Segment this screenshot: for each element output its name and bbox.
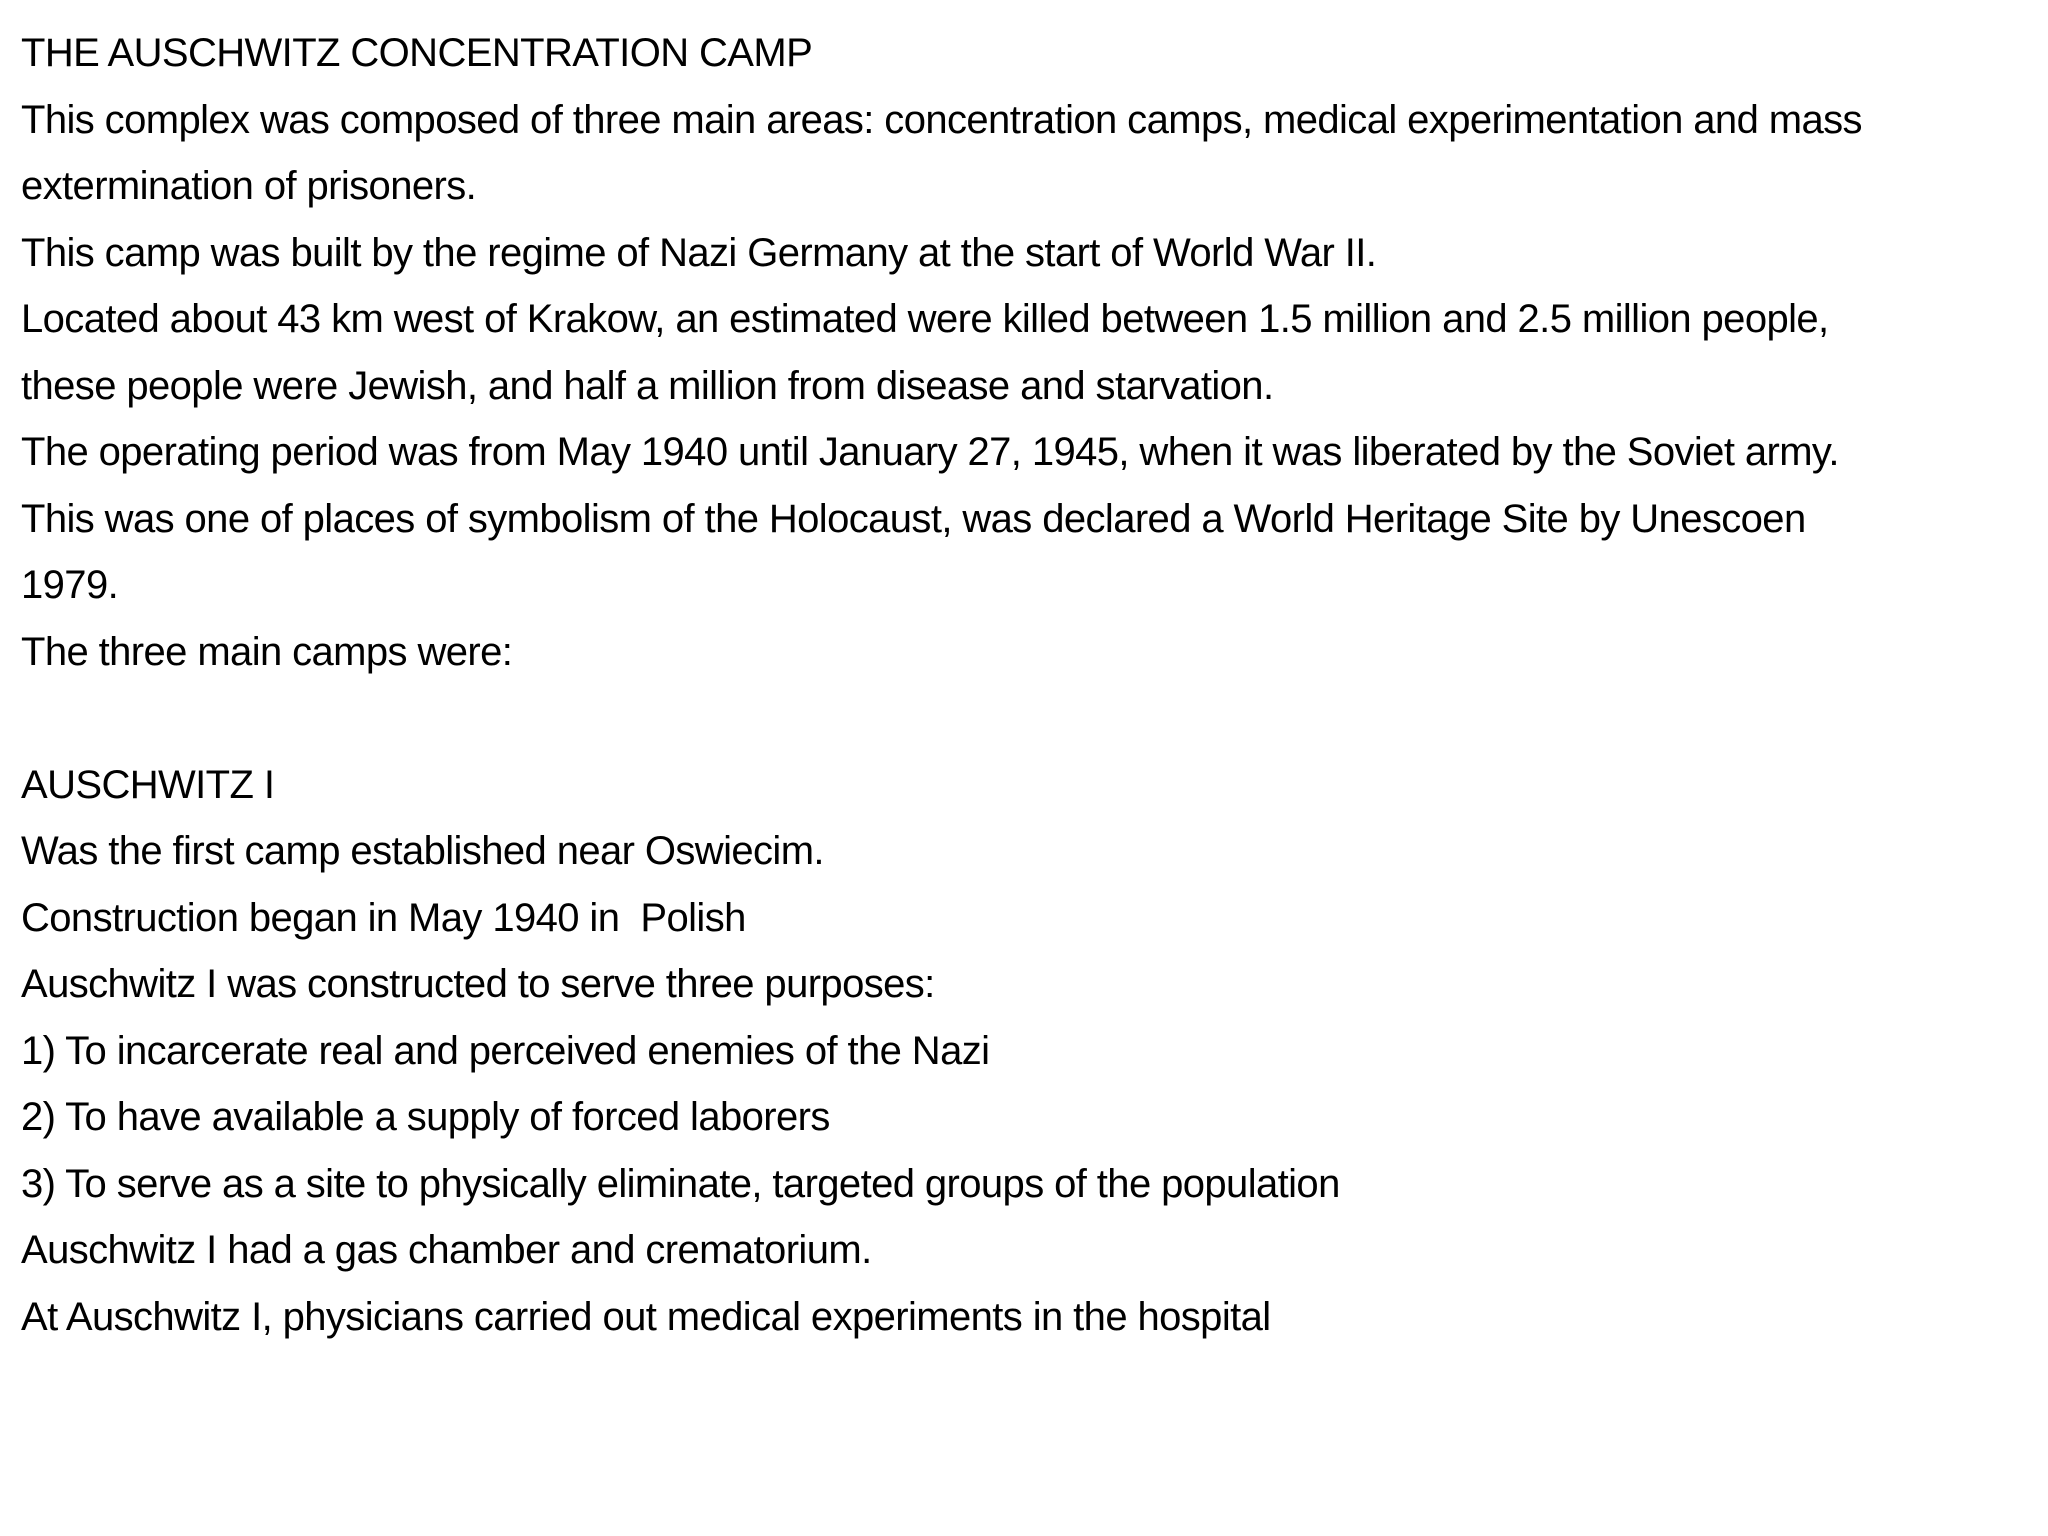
intro-line-4: Located about 43 km west of Krakow, an estimated were killed between 1.5 million and 2.5 million people, (21, 297, 1829, 341)
intro-line-1: This complex was composed of three main areas: concentration camps, medical experimentation and mass (21, 97, 1862, 142)
section-line-2: Construction began in May 1940 in Polish (21, 895, 746, 940)
section-line-1: Was the first camp established near Oswiecim. (21, 829, 824, 873)
section-line-5: 2) To have available a supply of forced laborers (21, 1095, 830, 1139)
section-line-6: 3) To serve as a site to physically eliminate, targeted groups of the population (21, 1161, 1340, 1206)
intro-line-2: extermination of prisoners. (21, 164, 477, 208)
section-line-3: Auschwitz I was constructed to serve three purposes: (21, 962, 935, 1006)
intro-line-5: these people were Jewish, and half a million from disease and starvation. (21, 363, 1274, 408)
intro-line-9: The three main camps were: (21, 629, 513, 674)
section-line-7: Auschwitz I had a gas chamber and crematorium. (21, 1228, 872, 1272)
intro-line-8: 1979. (21, 563, 119, 607)
intro-line-7: This was one of places of symbolism of the Holocaust, was declared a World Heritage Site by Unescoen (21, 496, 1806, 541)
intro-line-3: This camp was built by the regime of Nazi Germany at the start of World War II. (21, 230, 1377, 275)
intro-line-6: The operating period was from May 1940 until January 27, 1945, when it was liberated by the Soviet army. (21, 430, 1839, 474)
section-heading: AUSCHWITZ I (21, 762, 275, 807)
section-line-4: 1) To incarcerate real and perceived enemies of the Nazi (21, 1028, 990, 1073)
document-title: THE AUSCHWITZ CONCENTRATION CAMP (21, 31, 813, 75)
paragraph-spacer (21, 685, 2028, 752)
section-line-8: At Auschwitz I, physicians carried out medical experiments in the hospital (21, 1294, 1271, 1339)
